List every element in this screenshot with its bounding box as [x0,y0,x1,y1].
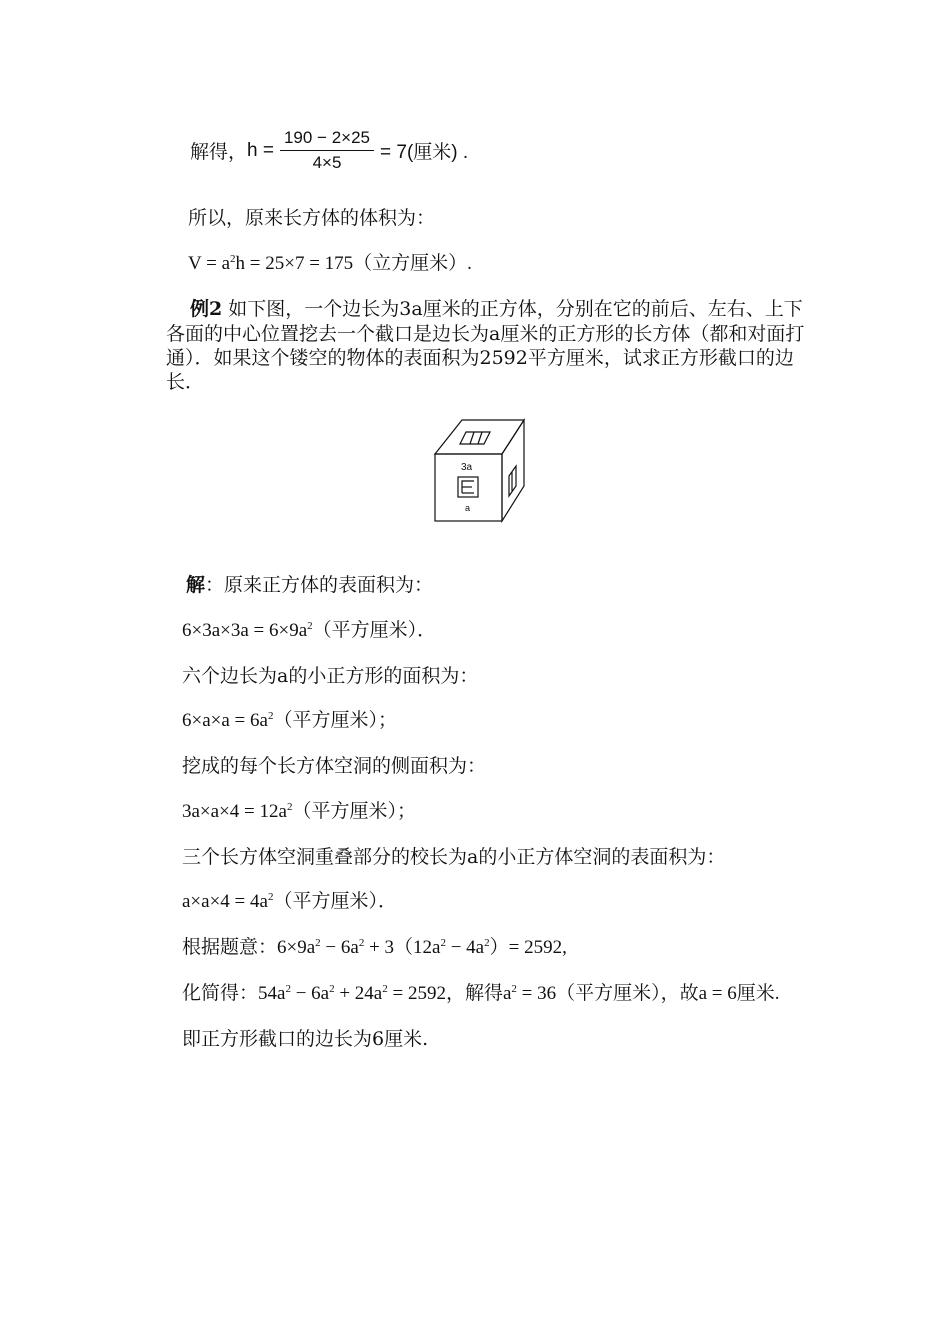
solution-intro-text: ：原来正方体的表面积为： [205,574,434,596]
solve-lhs: h = [247,139,274,161]
eq2-sup: 2 [267,710,274,722]
eq5-p2: − 6a [320,937,359,958]
volume-lhs: V = a [188,253,231,274]
eq3-a: 3a×a×4 = 12a [182,801,287,822]
example2-line2: 各面的中心位置挖去一个截口是边长为a厘米的正方形的长方体（都和对面打 [166,323,805,345]
eq4-sup: 2 [267,891,274,903]
solve-rhs: = 7(厘米) . [380,142,469,163]
solution-text3: 挖成的每个长方体空洞的侧面积为： [182,755,487,777]
example2-line3: 通）．如果这个镂空的物体的表面积为2592平方厘米，试求正方形截口的边 [166,347,794,369]
figure-label-3a: 3a [461,462,473,473]
eq6-p2: − 6a [290,983,330,1004]
eq6-s4: 2 [511,983,517,995]
eq1-a: 6×3a×3a = 6×9a [182,620,308,641]
solution-eq6 [182,982,780,1006]
volume-sup: 2 [230,253,236,265]
figure-label-a: a [465,503,471,513]
solution-intro [186,573,433,597]
top-hole [460,432,490,444]
example2-text1: 如下图，一个边长为3a厘米的正方体，分别在它的前后、左右、上下 [228,298,803,320]
eq5-p3: + 3（12a [364,937,441,958]
solution-eq1 [182,619,436,643]
solution-conclusion: 即正方形截口的边长为6厘米. [182,1028,429,1050]
eq1-sup: 2 [307,620,313,632]
eq5-s3: 2 [440,937,446,949]
eq6-s2: 2 [329,983,335,995]
eq5-s2: 2 [358,937,365,949]
eq1-b: （平方厘米）． [312,620,437,641]
solution-eq2 [182,709,397,733]
cube-top-face [435,420,524,454]
solve-prefix: 解得， [190,141,248,163]
text-so-volume: 所以，原来长方体的体积为： [188,207,436,229]
eq3-b: （平方厘米）； [292,801,416,822]
eq5-p4: − 4a [445,937,485,958]
example2-label: 例2 [190,298,223,320]
example2-line1 [190,297,803,321]
eq5-s4: 2 [484,937,490,949]
volume-rest: h = 25×7 = 175（立方厘米）. [235,253,472,274]
example2-line4: 长． [166,371,205,393]
solution-eq5 [182,936,567,960]
eq6-p4: = 2592，解得a [387,983,512,1004]
eq6-p5: = 36（平方厘米），故a = 6厘米. [516,983,780,1004]
eq5-s1: 2 [315,937,321,949]
eq5-p1: 根据题意：6×9a [182,937,316,958]
eq3-sup: 2 [286,801,293,813]
eq4-a: a×a×4 = 4a [182,891,268,912]
eq6-s1: 2 [285,983,291,995]
solution-eq4 [182,890,397,914]
volume-equation [188,252,472,276]
eq5-p5: ）= 2592, [489,937,567,958]
eq6-p1: 化简得：54a [182,983,286,1004]
eq2-b: （平方厘米）； [273,710,397,731]
eq2-a: 6×a×a = 6a [182,710,268,731]
solution-text4: 三个长方体空洞重叠部分的校长为a的小正方体空洞的表面积为： [182,846,726,868]
fraction [280,128,374,173]
solve-h-equation [190,128,468,173]
solution-text2: 六个边长为a的小正方形的面积为： [182,665,479,687]
eq4-b: （平方厘米）． [273,891,397,912]
eq6-p3: + 24a [334,983,383,1004]
solution-label: 解 [186,574,206,596]
solution-eq3 [182,800,416,824]
fraction-numerator: 190 − 2×25 [280,128,374,151]
fraction-denominator: 4×5 [312,153,342,172]
hollow-cube-figure [430,414,530,524]
eq6-s3: 2 [382,983,388,995]
